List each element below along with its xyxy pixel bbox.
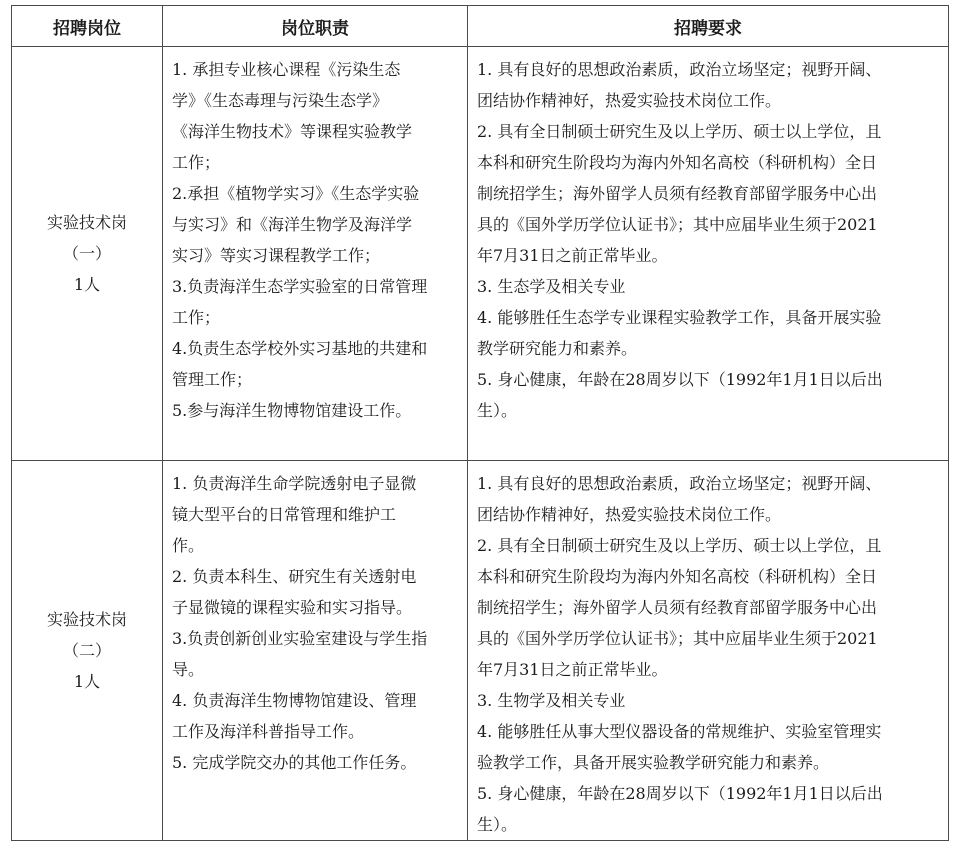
requirement-line: 具的《国外学历学位认证书》；其中应届毕业生须于2021	[477, 629, 878, 648]
position-line: 1人	[73, 672, 101, 691]
position-line: 实验技术岗	[46, 213, 127, 232]
requirement-line: 制统招学生；海外留学人员须有经教育部留学服务中心出	[477, 598, 878, 617]
requirement-line: 3. 生物学及相关专业	[477, 691, 626, 710]
duty-line: 学》《生态毒理与污染生态学》	[172, 91, 389, 110]
requirement-line: 3. 生态学及相关专业	[477, 277, 626, 296]
duty-line: 3.负责海洋生态学实验室的日常管理	[172, 277, 428, 296]
duty-line: 与实习》和《海洋生物学及海洋学	[172, 215, 413, 234]
requirement-line: 制统招学生；海外留学人员须有经教育部留学服务中心出	[477, 184, 878, 203]
requirement-line: 具的《国外学历学位认证书》；其中应届毕业生须于2021	[477, 215, 878, 234]
position-cell	[12, 47, 163, 461]
duty-line: 4.负责生态学校外实习基地的共建和	[172, 339, 428, 358]
header-duties: 岗位职责	[163, 6, 468, 47]
requirement-line: 4. 能够胜任从事大型仪器设备的常规维护、实验室管理实	[477, 722, 882, 741]
table-row	[12, 47, 949, 461]
duty-line: 5.参与海洋生物博物馆建设工作。	[172, 401, 412, 420]
requirement-line: 年7月31日之前正常毕业。	[477, 246, 668, 265]
duty-line: 2. 负责本科生、研究生有关透射电	[172, 567, 417, 586]
requirement-line: 2. 具有全日制硕士研究生及以上学历、硕士以上学位，且	[477, 536, 882, 555]
duties-cell	[163, 461, 468, 841]
requirement-line: 团结协作精神好，热爱实验技术岗位工作。	[477, 91, 782, 110]
requirements-cell	[468, 47, 949, 461]
requirement-line: 年7月31日之前正常毕业。	[477, 660, 668, 679]
duty-line: 2.承担《植物学实习》《生态学实验	[172, 184, 420, 203]
position-cell	[12, 461, 163, 841]
position-line: 实验技术岗	[46, 610, 127, 629]
position-line: （一）	[62, 244, 111, 263]
duty-line: 导。	[172, 660, 205, 679]
duty-line: 4. 负责海洋生物博物馆建设、管理	[172, 691, 417, 710]
requirement-line: 教学研究能力和素养。	[477, 339, 638, 358]
header-row	[12, 6, 949, 47]
requirement-line: 5. 身心健康，年龄在28周岁以下（1992年1月1日以后出	[477, 370, 883, 389]
duty-line: 实习》等实习课程教学工作；	[172, 246, 381, 265]
requirement-line: 本科和研究生阶段均为海内外知名高校（科研机构）全日	[477, 567, 878, 586]
requirements-cell	[468, 461, 949, 841]
requirement-line: 1. 具有良好的思想政治素质，政治立场坚定；视野开阔、	[477, 474, 882, 493]
duty-line: 《海洋生物技术》等课程实验教学	[172, 122, 413, 141]
duty-line: 3.负责创新创业实验室建设与学生指	[172, 629, 428, 648]
duty-line: 作。	[172, 536, 205, 555]
duties-cell	[163, 47, 468, 461]
requirement-line: 2. 具有全日制硕士研究生及以上学历、硕士以上学位，且	[477, 122, 882, 141]
position-line: 1人	[73, 275, 101, 294]
duty-line: 工作及海洋科普指导工作。	[172, 722, 365, 741]
table-row	[12, 461, 949, 841]
duty-line: 工作；	[172, 153, 221, 172]
duty-line: 工作；	[172, 308, 221, 327]
requirement-line: 团结协作精神好，热爱实验技术岗位工作。	[477, 505, 782, 524]
requirement-line: 本科和研究生阶段均为海内外知名高校（科研机构）全日	[477, 153, 878, 172]
requirement-line: 生）。	[477, 401, 518, 420]
requirement-line: 5. 身心健康，年龄在28周岁以下（1992年1月1日以后出	[477, 784, 883, 803]
duty-line: 1. 承担专业核心课程《污染生态	[172, 60, 401, 79]
requirement-line: 1. 具有良好的思想政治素质，政治立场坚定；视野开阔、	[477, 60, 882, 79]
position-line: （二）	[62, 641, 111, 660]
duty-line: 1. 负责海洋生命学院透射电子显微	[172, 474, 417, 493]
duty-line: 管理工作；	[172, 370, 253, 389]
recruitment-table	[11, 5, 949, 841]
duty-line: 子显微镜的课程实验和实习指导。	[172, 598, 413, 617]
duty-line: 镜大型平台的日常管理和维护工	[172, 505, 397, 524]
requirement-line: 验教学工作，具备开展实验教学研究能力和素养。	[477, 753, 830, 772]
header-requirements: 招聘要求	[468, 6, 949, 47]
requirement-line: 生）。	[477, 815, 518, 834]
requirement-line: 4. 能够胜任生态学专业课程实验教学工作，具备开展实验	[477, 308, 882, 327]
duty-line: 5. 完成学院交办的其他工作任务。	[172, 753, 417, 772]
header-position: 招聘岗位	[12, 6, 163, 47]
